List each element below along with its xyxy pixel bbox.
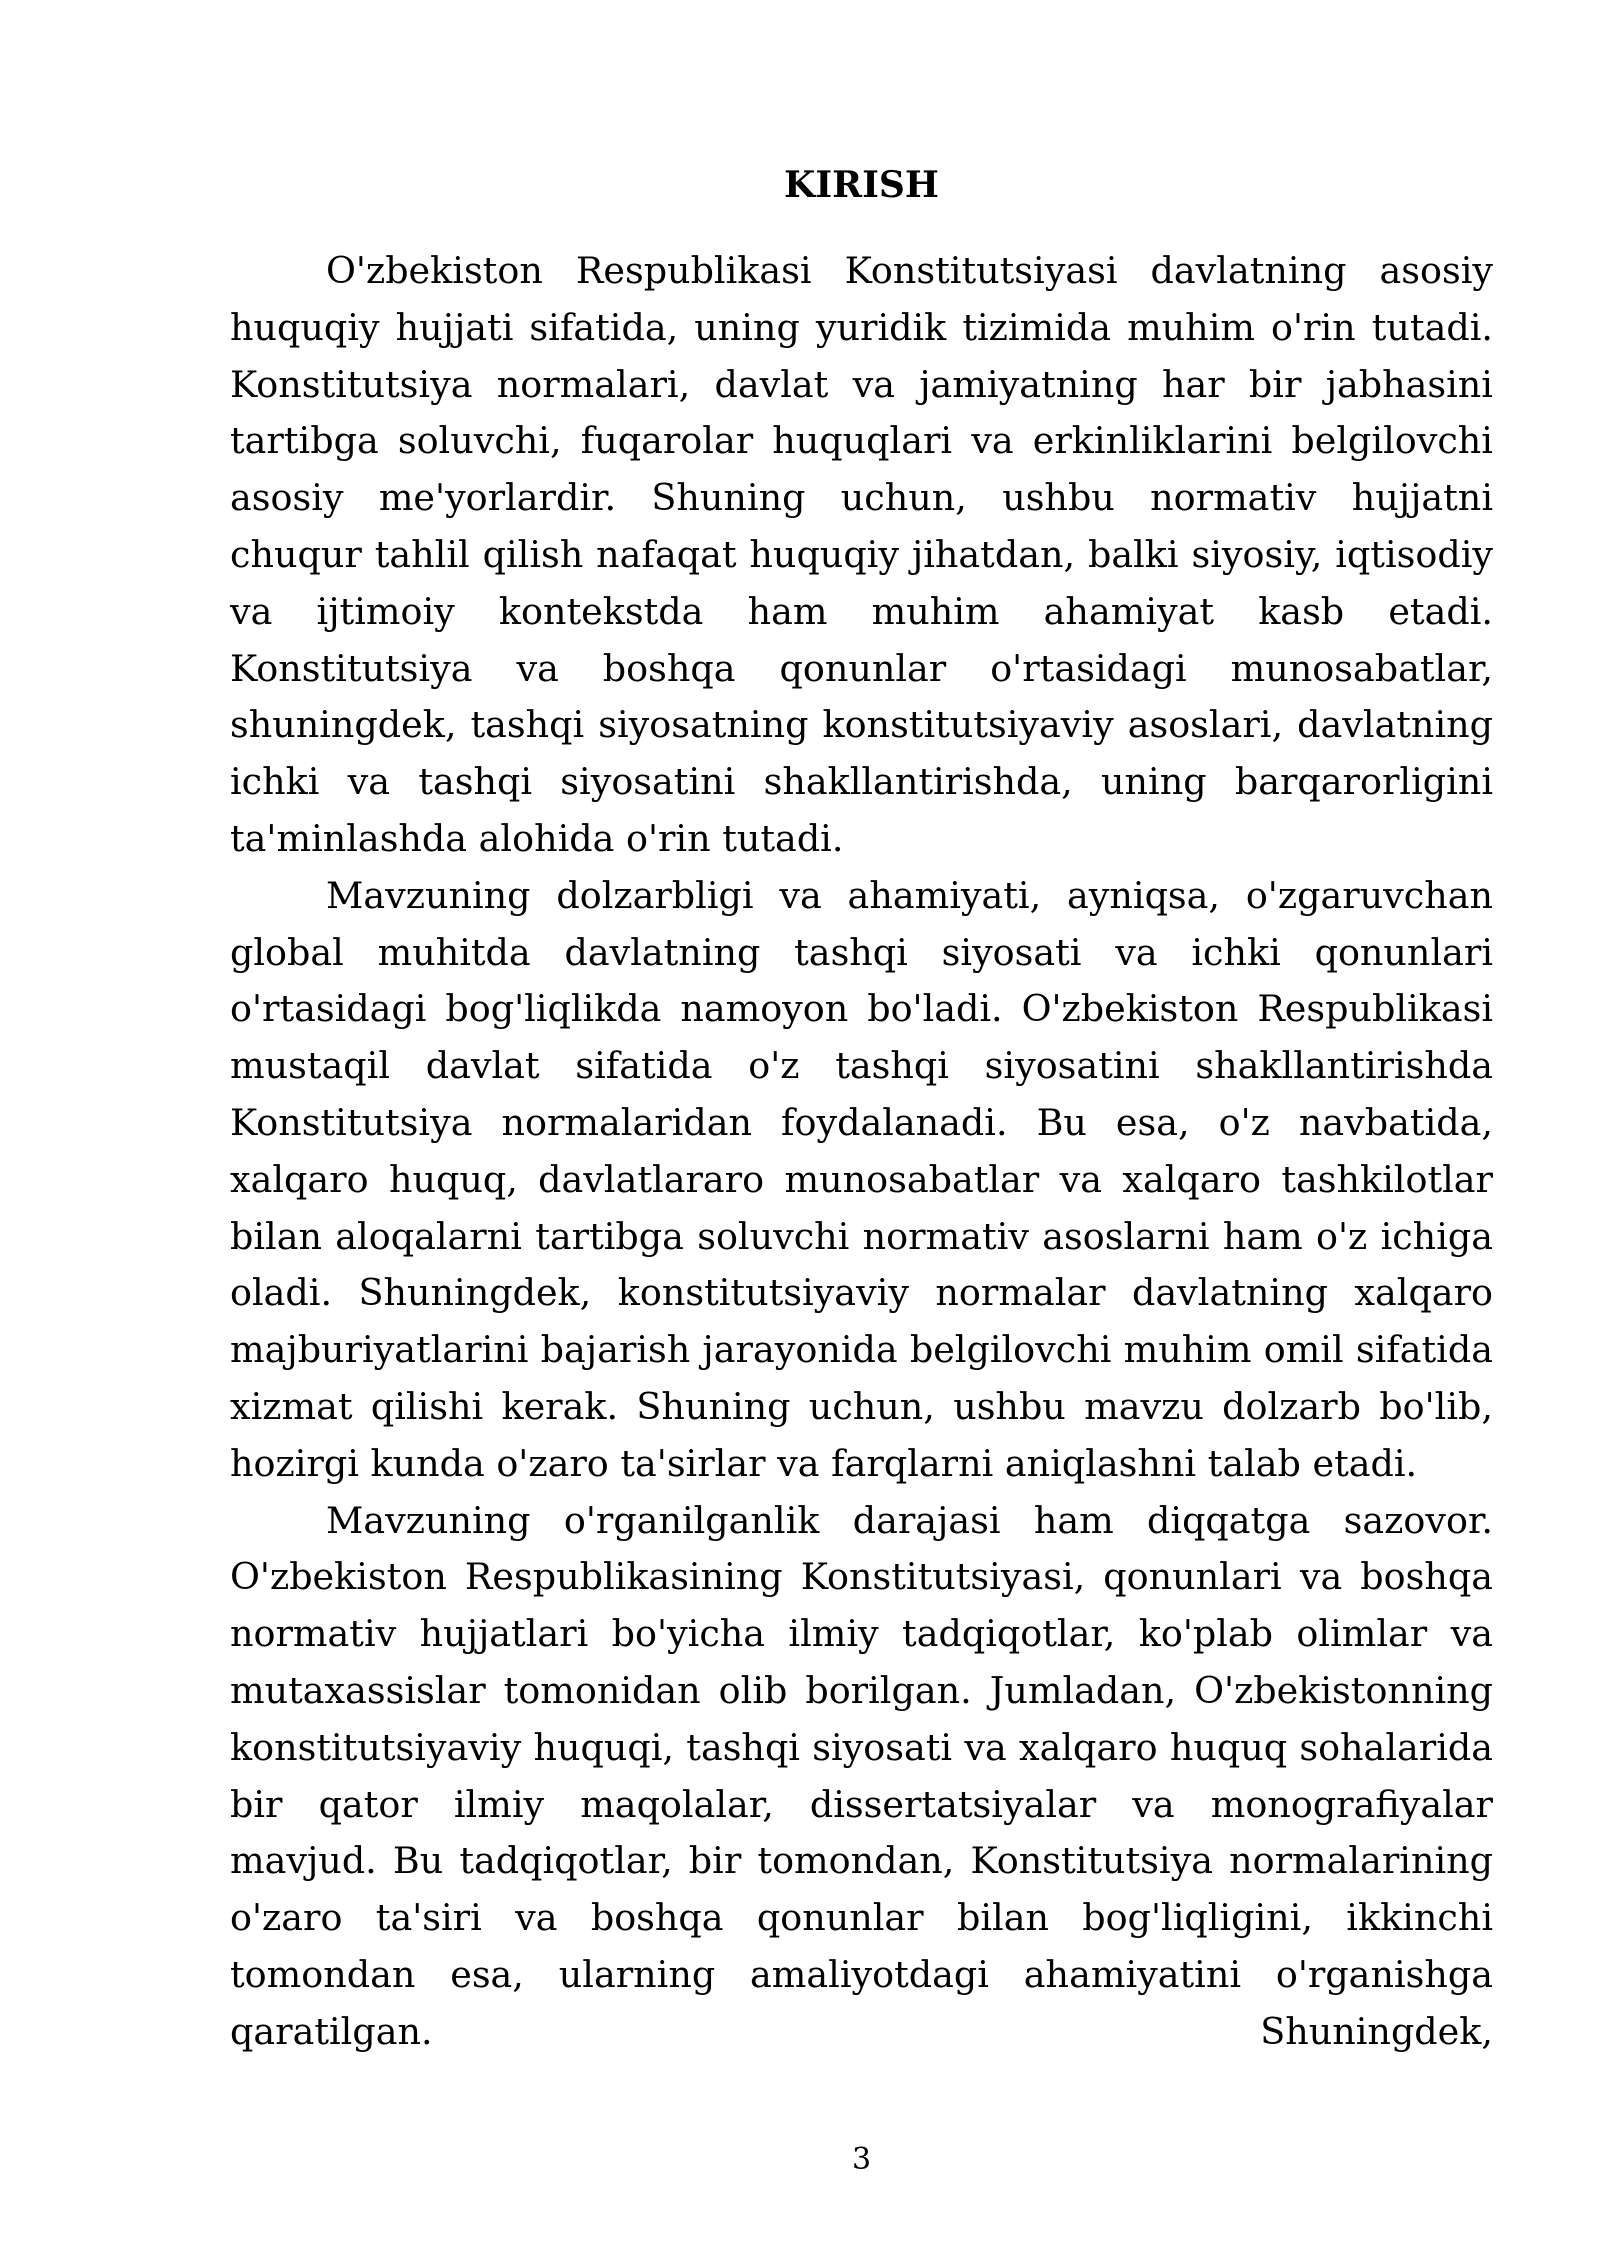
section-title: KIRISH: [784, 164, 939, 206]
paragraph-intro: O'zbekiston Respublikasi Konstitutsiyasi davlatning asosiy huquqiy hujjati sifatida, uning yuridik tizimida muhim o'rin tutadi. Konstitutsiya normalari, davlat va jamiyatning har bir jabhasini tartibga soluvchi, fuqarolar huquqlari va erkinliklarini belgilovchi asosiy me'yorlardir. Shuning uchun, ushbu normativ hujjatni chuqur tahlil qilish nafaqat huquqiy jihatdan, balki siyosiy, iqtisodiy va ijtimoiy kontekstda ham muhim ahamiyat kasb etadi. Konstitutsiya va boshqa qonunlar o'rtasidagi munosabatlar, shuningdek, tashqi siyosatning konstitutsiyaviy asoslari, davlatning ichki va tashqi siyosatini shakllantirishda, uning barqarorligini ta'minlashda alohida o'rin tutadi.: [230, 249, 1493, 860]
page-number: 3: [851, 2142, 872, 2177]
paragraph-relevance: Mavzuning dolzarbligi va ahamiyati, ayniqsa, o'zgaruvchan global muhitda davlatning tashqi siyosati va ichki qonunlari o'rtasidagi bog'liqlikda namoyon bo'ladi. O'zbekiston Respublikasi mustaqil davlat sifatida o'z tashqi siyosatini shakllantirishda Konstitutsiya normalaridan foydalanadi. Bu esa, o'z navbatida, xalqaro huquq, davlatlararo munosabatlar va xalqaro tashkilotlar bilan aloqalarni tartibga soluvchi normativ asoslarni ham o'z ichiga oladi. Shuningdek, konstitutsiyaviy normalar davlatning xalqaro majburiyatlarini bajarish jarayonida belgilovchi muhim omil sifatida xizmat qilishi kerak. Shuning uchun, ushbu mavzu dolzarb bo'lib, hozirgi kunda o'zaro ta'sirlar va farqlarni aniqlashni talab etadi.: [230, 873, 1493, 1485]
body-text: [230, 243, 1493, 2061]
paragraph-study-level: Mavzuning o'rganilganlik darajasi ham diqqatga sazovor. O'zbekiston Respublikasining Konstitutsiyasi, qonunlari va boshqa normativ hujjatlari bo'yicha ilmiy tadqiqotlar, ko'plab olimlar va mutaxassislar tomonidan olib borilgan. Jumladan, O'zbekistonning konstitutsiyaviy huquqi, tashqi siyosati va xalqaro huquq sohalarida bir qator ilmiy maqolalar, dissertatsiyalar va monografiyalar mavjud. Bu tadqiqotlar, bir tomondan, Konstitutsiya normalarining o'zaro ta'siri va boshqa qonunlar bilan bog'liqligini, ikkinchi tomondan esa, ularning amaliyotdagi ahamiyatini o'rganishga qaratilgan. Shuningdek,: [230, 1498, 1493, 2053]
